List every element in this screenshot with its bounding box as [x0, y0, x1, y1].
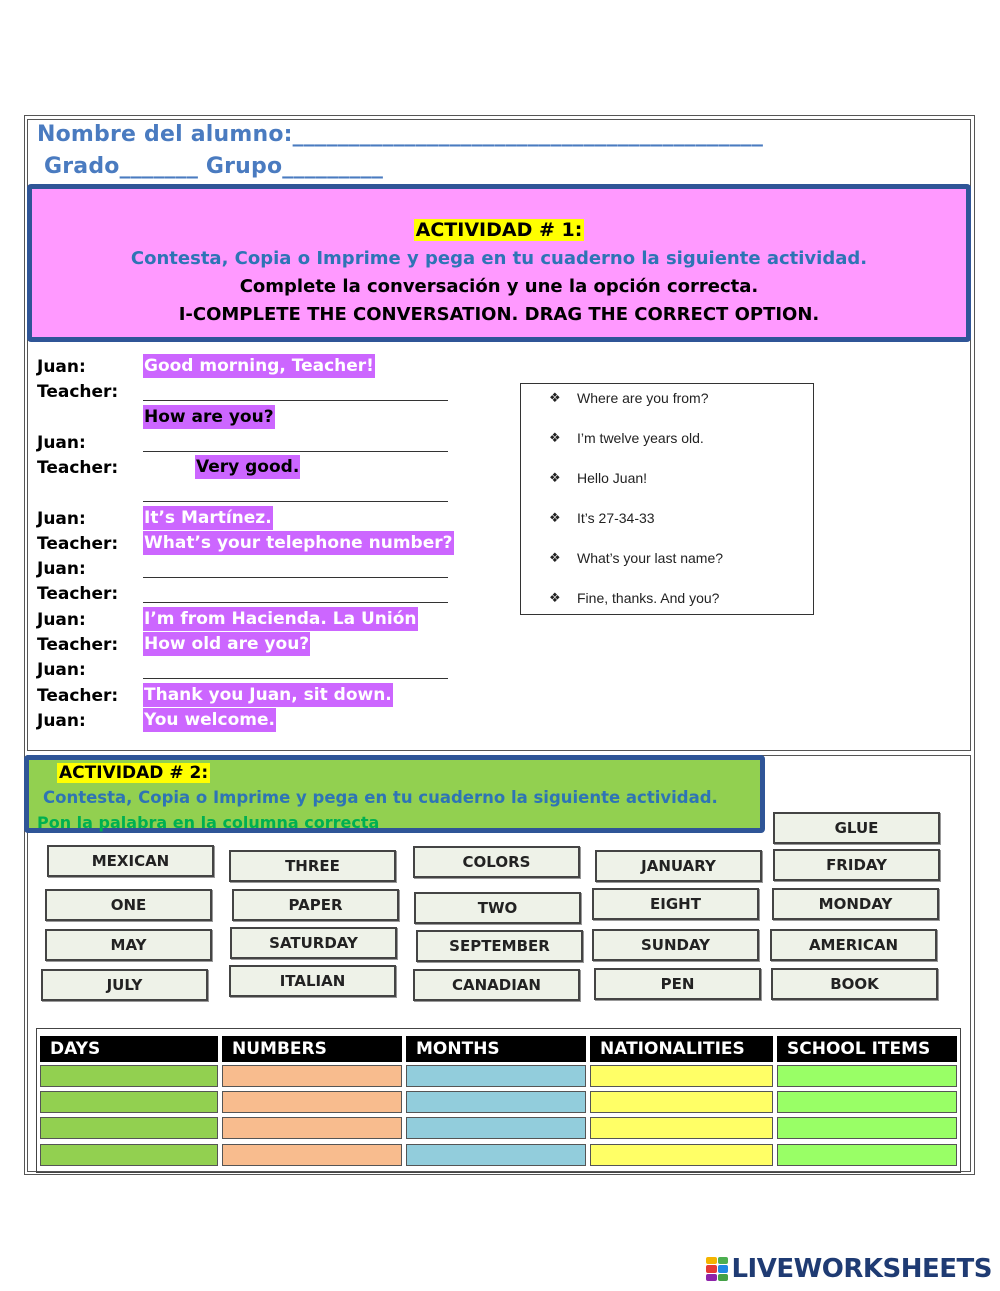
drop-cell[interactable] [40, 1091, 218, 1113]
liveworksheets-logo-icon [706, 1257, 728, 1281]
option-item[interactable] [549, 390, 709, 406]
speaker-label: Teacher: [37, 458, 119, 478]
option-item[interactable] [549, 590, 719, 606]
answer-blank[interactable] [143, 678, 448, 679]
word-tile[interactable]: SEPTEMBER [416, 930, 583, 962]
drop-cell[interactable] [406, 1117, 586, 1139]
conversation-line: Very good. [196, 457, 300, 477]
column-header-nationalities: NATIONALITIES [590, 1036, 773, 1062]
liveworksheets-logo [706, 1255, 992, 1283]
drop-cell[interactable] [777, 1065, 957, 1087]
drop-cell[interactable] [590, 1091, 773, 1113]
conversation-line: I’m from Hacienda. La Unión [144, 609, 417, 629]
diamond-bullet-icon: ❖ [549, 510, 561, 525]
answer-blank[interactable] [143, 602, 448, 603]
drop-cell[interactable] [777, 1144, 957, 1166]
speaker-label: Teacher: [37, 382, 119, 402]
drop-cell[interactable] [222, 1144, 402, 1166]
activity1-title: ACTIVIDAD # 1: [415, 219, 583, 241]
drop-cell[interactable] [590, 1065, 773, 1087]
option-item[interactable] [549, 550, 723, 566]
activity1-instruction-es-2: Complete la conversación y une la opción correcta. [239, 276, 759, 297]
diamond-bullet-icon: ❖ [549, 550, 561, 565]
diamond-bullet-icon: ❖ [549, 470, 561, 485]
activity1-instruction-en: I-COMPLETE THE CONVERSATION. DRAG THE CORRECT OPTION. [178, 304, 820, 325]
word-tile[interactable]: ITALIAN [229, 965, 396, 997]
word-tile[interactable]: PAPER [232, 889, 399, 921]
activity2-title: ACTIVIDAD # 2: [59, 763, 209, 783]
word-tile[interactable]: GLUE [773, 812, 940, 844]
word-tile[interactable]: FRIDAY [773, 849, 940, 881]
activity1-header-box [27, 184, 971, 342]
word-tile[interactable]: THREE [229, 850, 396, 882]
brand-name: LIVEWORKSHEETS [731, 1254, 992, 1284]
answer-blank[interactable] [143, 501, 448, 502]
options-box [520, 383, 814, 615]
conversation-line: Good morning, Teacher! [144, 356, 374, 376]
speaker-label: Teacher: [37, 686, 119, 706]
option-text: Where are you from? [577, 390, 709, 406]
answer-blank[interactable] [143, 451, 448, 452]
drop-cell[interactable] [40, 1065, 218, 1087]
speaker-label: Juan: [37, 433, 86, 453]
word-tile[interactable]: AMERICAN [770, 929, 937, 961]
word-tile[interactable]: MEXICAN [47, 845, 214, 877]
conversation-line: What’s your telephone number? [144, 533, 453, 553]
grade-group-label: Grado_______ Grupo_________ [44, 154, 384, 179]
option-item[interactable] [549, 510, 655, 526]
option-item[interactable] [549, 430, 704, 446]
column-header-numbers: NUMBERS [222, 1036, 402, 1062]
drop-cell[interactable] [406, 1091, 586, 1113]
conversation-line: Thank you Juan, sit down. [144, 685, 392, 705]
word-tile[interactable]: JULY [41, 969, 208, 1001]
activity2-instruction-es: Contesta, Copia o Imprime y pega en tu cuaderno la siguiente actividad. [43, 788, 718, 807]
word-tile[interactable]: JANUARY [595, 850, 762, 882]
activity1-instruction-es: Contesta, Copia o Imprime y pega en tu cuaderno la siguiente actividad. [130, 248, 868, 269]
diamond-bullet-icon: ❖ [549, 430, 561, 445]
activity2-header-box [24, 755, 765, 833]
drop-cell[interactable] [777, 1117, 957, 1139]
drop-cell[interactable] [40, 1144, 218, 1166]
speaker-label: Juan: [37, 357, 86, 377]
option-text: It’s 27-34-33 [577, 510, 655, 526]
student-name-label: Nombre del alumno:__________________________________________ [37, 122, 764, 147]
word-tile[interactable]: TWO [414, 892, 581, 924]
word-tile[interactable]: CANADIAN [413, 969, 580, 1001]
drop-cell[interactable] [222, 1091, 402, 1113]
conversation-line: How old are you? [144, 634, 310, 654]
word-tile[interactable]: ONE [45, 889, 212, 921]
drop-cell[interactable] [590, 1117, 773, 1139]
column-header-days: DAYS [40, 1036, 218, 1062]
drop-cell[interactable] [40, 1117, 218, 1139]
conversation-line: It’s Martínez. [144, 508, 272, 528]
answer-blank[interactable] [143, 577, 448, 578]
column-header-school-items: SCHOOL ITEMS [777, 1036, 957, 1062]
option-text: Hello Juan! [577, 470, 648, 486]
speaker-label: Teacher: [37, 635, 119, 655]
option-text: What’s your last name? [577, 550, 724, 566]
diamond-bullet-icon: ❖ [549, 590, 561, 605]
speaker-label: Juan: [37, 711, 86, 731]
word-tile[interactable]: MONDAY [772, 888, 939, 920]
drop-cell[interactable] [777, 1091, 957, 1113]
option-text: Fine, thanks. And you? [577, 590, 720, 606]
word-tile[interactable]: EIGHT [592, 888, 759, 920]
speaker-label: Juan: [37, 660, 86, 680]
conversation-line: How are you? [144, 407, 274, 427]
drop-cell[interactable] [222, 1065, 402, 1087]
drop-cell[interactable] [222, 1117, 402, 1139]
column-header-months: MONTHS [406, 1036, 586, 1062]
word-tile[interactable]: MAY [45, 929, 212, 961]
option-text: I’m twelve years old. [577, 430, 704, 446]
option-item[interactable] [549, 470, 647, 486]
speaker-label: Teacher: [37, 534, 119, 554]
drop-cell[interactable] [406, 1144, 586, 1166]
speaker-label: Juan: [37, 610, 86, 630]
drop-cell[interactable] [406, 1065, 586, 1087]
activity2-instruction-sub: Pon la palabra en la columna correcta [37, 813, 380, 832]
speaker-label: Teacher: [37, 584, 119, 604]
drop-cell[interactable] [590, 1144, 773, 1166]
speaker-label: Juan: [37, 509, 86, 529]
word-tile[interactable]: BOOK [771, 968, 938, 1000]
word-tile[interactable]: SATURDAY [230, 927, 397, 959]
word-tile[interactable]: SUNDAY [592, 929, 759, 961]
word-tile[interactable]: COLORS [413, 846, 580, 878]
word-tile[interactable]: PEN [594, 968, 761, 1000]
conversation-line: You welcome. [144, 710, 275, 730]
speaker-label: Juan: [37, 559, 86, 579]
answer-blank[interactable] [143, 400, 448, 401]
diamond-bullet-icon: ❖ [549, 390, 561, 405]
